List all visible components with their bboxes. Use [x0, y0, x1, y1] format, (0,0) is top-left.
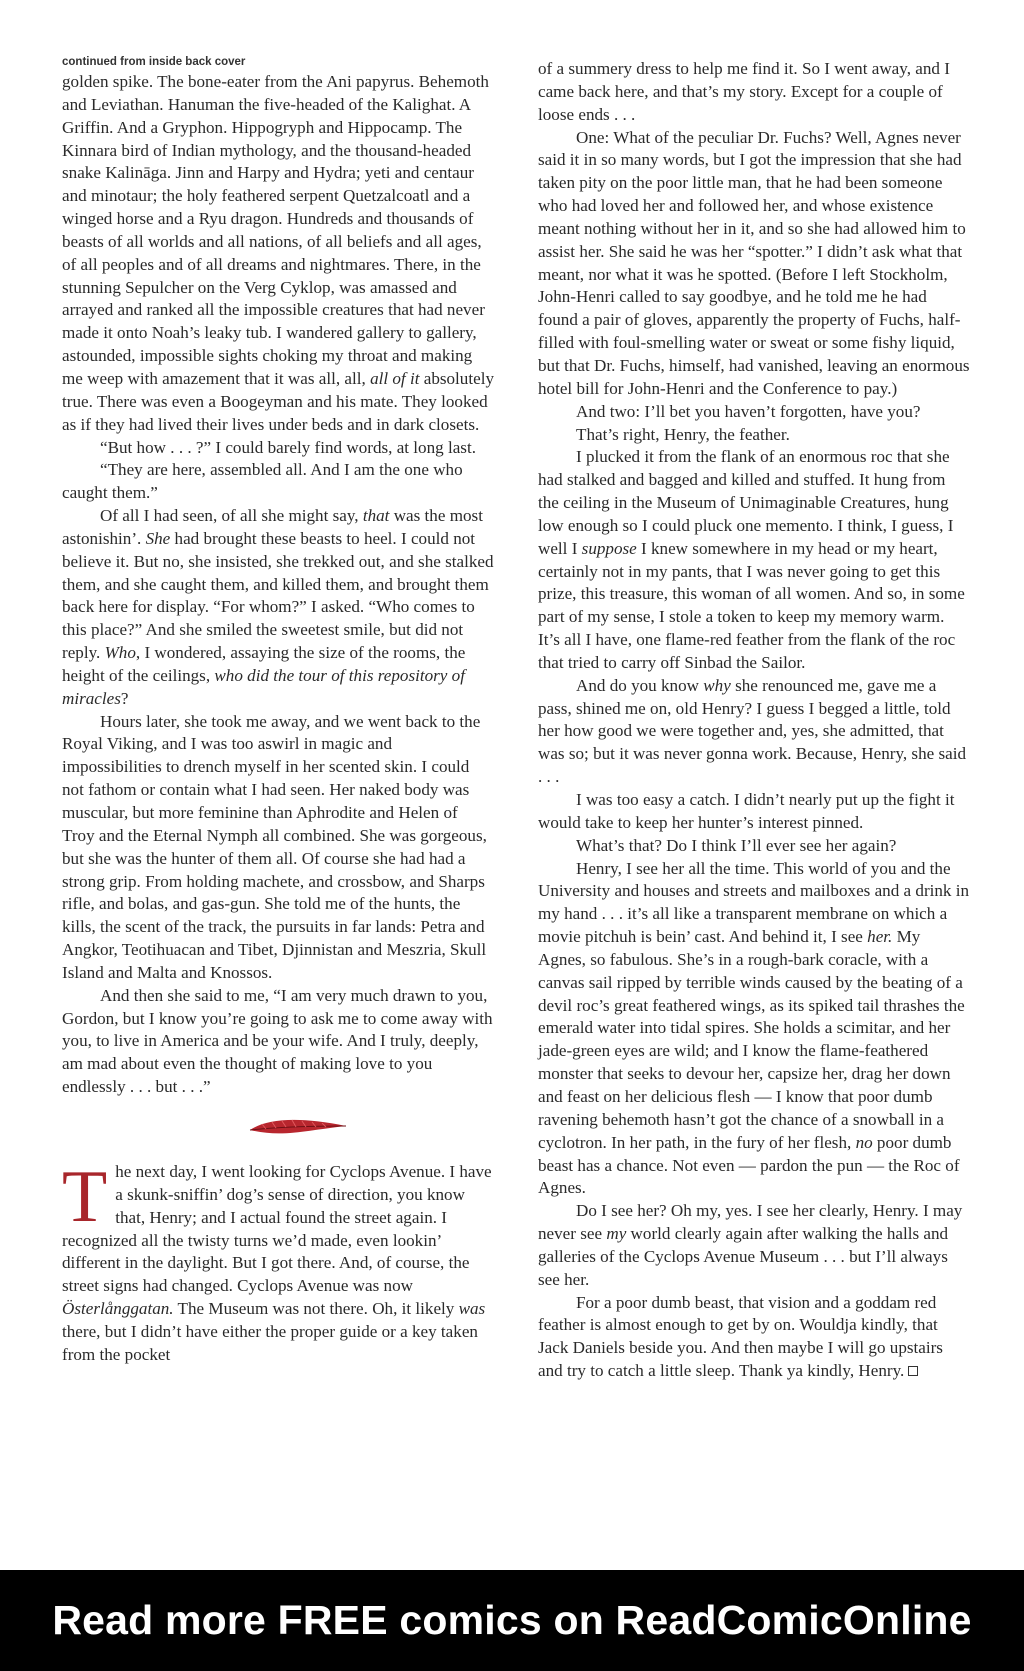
promo-banner-text[interactable]: Read more FREE comics on ReadComicOnline — [52, 1597, 972, 1643]
paragraph: Of all I had seen, of all she might say, that was the most astonishin’. She had brought these beasts to heel. I could not believe it. But no, she insisted, she trekked out, and she stalked them, and she caught them, and killed them, and brought them back here for display. “For whom?” I asked. “Who comes to this place?” And she smiled the sweetest smile, but did not reply. Who, I wondered, assaying the size of the rooms, the height of the ceilings, who did the tour of this repository of miracles? — [62, 506, 494, 708]
continued-note: continued from inside back cover — [62, 56, 246, 68]
paragraph: And do you know why she renounced me, gave me a pass, shined me on, old Henry? I guess I begged a little, told her how good we were together and, yes, she admitted, that was so; but it was never gonna work. Because, Henry, she said . . . — [538, 675, 967, 787]
paragraph: of a summery dress to help me find it. So I went away, and I came back here, and that’s my story. Except for a couple of loose ends . . . — [538, 59, 950, 124]
paragraph: I plucked it from the flank of an enormous roc that she had stalked and bagged and killed and stuffed. It hung from the ceiling in the Museum of Unimaginable Creatures, hung low enough so I could pluck one memento. I think, I guess, I well I suppose I knew somewhere in my head or my heart, certainly not in my pants, that I was never going to get this prize, this treasure, this woman of all women. And so, in some part of my sense, I stole a token to keep my memory warm. It’s all I have, one flame-red feather from the flank of the roc that tried to carry off Sinbad the Sailor. — [538, 447, 965, 672]
paragraph: Hours later, she took me away, and we went back to the Royal Viking, and I was too aswirl in magic and impossibilities to drench myself in her scented skin. I could not fathom or contain what I had seen. Her naked body was muscular, but more feminine than Aphrodite and Helen of Troy and the Eternal Nymph all combined. She was gorgeous, but she was the hunter of them all. Of course she had had a strong grip. From holding machete, and crossbow, and Sharps rifle, and bolas, and gas-gun. She told me of the hunts, the kills, the scent of the track, the pursuits in far lands: Petra and Angkor, Teotihuacan and Tibet, Djinnistan and Meszria, Skull Island and Malta and Knossos. — [62, 711, 487, 982]
paragraph: golden spike. The bone-eater from the Ani papyrus. Behemoth and Leviathan. Hanuman the five-headed of the Kalighat. A Griffin. And a Gryphon. Hippogryph and Hippocamp. The Kinnara bird of Indian mythology, and the thousand-headed snake Kalināga. Jinn and Harpy and Hydra; yeti and centaur and minotaur; the holy feathered serpent Quetzalcoatl and a winged horse and a Ryu dragon. Hundreds and thousands of beasts of all worlds and all nations, of all beliefs and all ages, of all peoples and of all dreams and nightmares. There, in the stunning Sepulcher on the Verg Cyklop, was amassed and arrayed and ranked all the impossible creatures that had never made it onto Noah’s leaky tub. I wandered gallery to gallery, astounded, impossible sights choking my throat and making me weep with amazement that it was all, all, all of it absolutely true. There was even a Boogeyman and his mate. They looked as if they had lived their lives under beds and in dark closets. — [62, 72, 494, 434]
end-square-icon — [908, 1366, 918, 1376]
promo-banner[interactable] — [0, 1570, 1024, 1671]
paragraph: I was too easy a catch. I didn’t nearly put up the fight it would take to keep her hunter’s interest pinned. — [538, 790, 955, 832]
paragraph: That’s right, Henry, the feather. — [576, 424, 790, 444]
drop-cap: T — [62, 1155, 108, 1238]
paragraph: Henry, I see her all the time. This world of you and the University and houses and streets and mailboxes and a drink in my hand . . . it’s all like a transparent membrane on which a movie pitchuh is bein’ cast. And behind it, I see her. My Agnes, so fabulous. She’s in a rough-bark coracle, with a canvas sail ripped by terrible winds caused by the beating of a devil roc’s great feathered wings, as its spiked tail thrashes the emerald water into tidal spires. She holds a scimitar, and her jade-green eyes are wild; and I know the flame-feathered monster that seeks to devour her, capsize her, drag her down and feast on her delicious flesh — I know that poor dumb ravening behemoth hasn’t got the chance of a snowball in a cyclotron. In her path, in the fury of her flesh, no poor dumb beast has a chance. Not even — pardon the pun — the Roc of Agnes. — [538, 858, 970, 1198]
paragraph: For a poor dumb beast, that vision and a goddam red feather is almost enough to get by on. Wouldja kindly, that Jack Daniels beside you. And then maybe I will go upstairs and try to catch a little sleep. Thank ya kindly, Henry. — [538, 1292, 943, 1381]
red-feather-icon — [248, 1114, 348, 1147]
paragraph: One: What of the peculiar Dr. Fuchs? Well, Agnes never said it in so many words, but I got the impression that she had taken pity on the poor little man, that he had been someone who had loved her and followed her, and whose existence meant nothing without her in it, and so she had allowed him to assist her. She said he was her “spotter.” I didn’t ask what that meant, nor what it was he spotted. (Before I left Stockholm, John-Henri called to say goodbye, and he told me he had found a pair of gloves, apparently the property of Fuchs, half-filled with foul-smelling water or sweat or some fishy liquid, but that Dr. Fuchs, himself, had vanished, leaving an enormous hotel bill for John-Henri and the Conference to pay.) — [538, 127, 970, 398]
paragraph: Do I see her? Oh my, yes. I see her clearly, Henry. I may never see my world clearly again after walking the halls and galleries of the Cyclops Avenue Museum . . . but I’ll always see her. — [538, 1201, 963, 1289]
paragraph: And then she said to me, “I am very much drawn to you, Gordon, but I know you’re going to ask me to come away with you, to live in America and be your wife. And I truly, deeply, am mad about even the thought of making love to you endlessly . . . but . . .” — [62, 985, 493, 1097]
right-column — [538, 58, 970, 1383]
paragraph: And two: I’ll bet you haven’t forgotten, have you? — [576, 401, 921, 421]
paragraph: The next day, I went looking for Cyclops Avenue. I have a skunk-sniffin’ dog’s sense of direction, you know that, Henry; and I actual found the street again. I recognized all the twisty turns we’d made, even lookin’ different in the daylight. But I got there. And, of course, the street signs had changed. Cyclops Avenue was now Österlånggatan. The Museum was not there. Oh, it likely was there, but I didn’t have either the proper guide or a key taken from the pocket — [62, 1155, 492, 1364]
paragraph: “They are here, assembled all. And I am the one who caught them.” — [62, 460, 463, 503]
feather-divider — [62, 1099, 494, 1161]
paragraph: What’s that? Do I think I’ll ever see her again? — [576, 835, 897, 855]
left-column — [62, 55, 494, 1367]
paragraph: “But how . . . ?” I could barely find words, at long last. — [100, 437, 476, 457]
